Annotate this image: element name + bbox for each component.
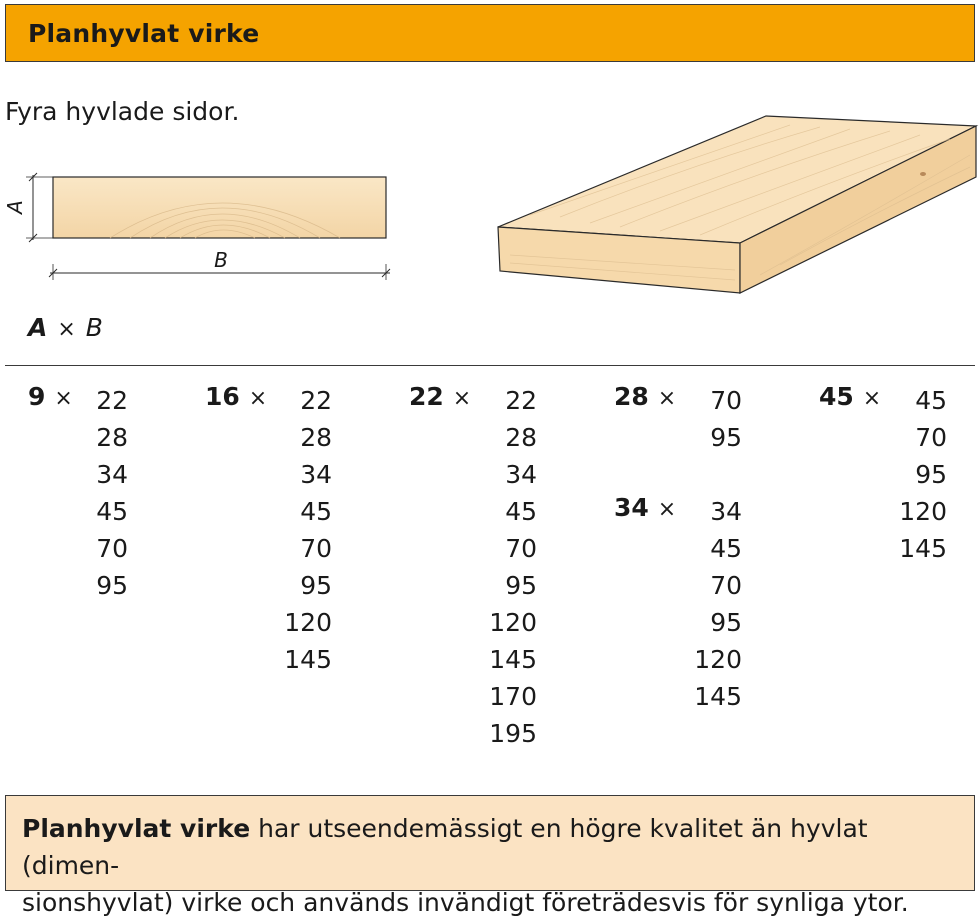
dimension-formula <box>28 313 103 342</box>
width-list <box>205 382 332 678</box>
width-value: 95 <box>915 460 947 489</box>
width-value: 120 <box>489 608 537 637</box>
note-text: har utseendemässigt en högre kvalitet än hyvlat (dimen- <box>22 814 868 880</box>
width-value: 95 <box>505 571 537 600</box>
dimension-column-22 <box>409 382 537 752</box>
title-bar <box>5 4 975 62</box>
thickness-label: 45 × <box>819 382 882 411</box>
width-value: 120 <box>694 645 742 674</box>
formula-b: B <box>85 313 103 342</box>
divider <box>5 365 975 366</box>
width-value: 28 <box>505 423 537 452</box>
width-value: 70 <box>96 534 128 563</box>
width-value: 70 <box>710 571 742 600</box>
width-value: 34 <box>300 460 332 489</box>
dimension-group <box>205 382 332 678</box>
width-value: 45 <box>505 497 537 526</box>
cross-section-diagram <box>0 160 420 290</box>
width-value: 34 <box>96 460 128 489</box>
thickness-label: 28 × <box>614 382 677 411</box>
label-a: A <box>3 200 27 214</box>
thickness-label: 34 × <box>614 493 677 522</box>
width-value: 120 <box>899 497 947 526</box>
width-value: 34 <box>505 460 537 489</box>
formula-a: A <box>28 313 48 342</box>
board-illustration <box>490 105 980 300</box>
width-value: 70 <box>710 386 742 415</box>
width-value: 195 <box>489 719 537 748</box>
info-note <box>5 795 975 917</box>
thickness-label: 16 × <box>205 382 268 411</box>
formula-times: × <box>57 317 76 342</box>
width-value: 45 <box>710 534 742 563</box>
dimension-column-28-34 <box>614 382 742 715</box>
width-value: 22 <box>96 386 128 415</box>
dimension-group <box>28 382 128 604</box>
width-value: 95 <box>96 571 128 600</box>
width-value: 145 <box>284 645 332 674</box>
width-value: 34 <box>710 497 742 526</box>
width-value: 70 <box>505 534 537 563</box>
width-list <box>28 382 128 604</box>
width-list <box>614 493 742 715</box>
width-value: 145 <box>899 534 947 563</box>
dimension-group <box>614 493 742 715</box>
width-value: 145 <box>489 645 537 674</box>
dimension-group <box>819 382 947 567</box>
page-title: Planhyvlat virke <box>28 19 260 48</box>
width-value: 95 <box>300 571 332 600</box>
width-value: 22 <box>300 386 332 415</box>
label-b: B <box>214 248 228 272</box>
thickness-label: 22 × <box>409 382 472 411</box>
width-list <box>409 382 537 752</box>
width-value: 45 <box>96 497 128 526</box>
thickness-label: 9 × <box>28 382 73 411</box>
width-value: 120 <box>284 608 332 637</box>
width-value: 45 <box>915 386 947 415</box>
width-value: 145 <box>694 682 742 711</box>
width-value: 70 <box>915 423 947 452</box>
width-value: 22 <box>505 386 537 415</box>
width-value: 95 <box>710 608 742 637</box>
width-value: 95 <box>710 423 742 452</box>
board-end-grain <box>53 177 386 238</box>
note-text-2: sionshyvlat) virke och används invändigt företrädesvis för synliga ytor. <box>22 888 909 917</box>
dimension-group <box>409 382 537 752</box>
dimension-group <box>614 382 742 493</box>
note-bold: Planhyvlat virke <box>22 814 251 843</box>
width-value: 45 <box>300 497 332 526</box>
width-value: 70 <box>300 534 332 563</box>
width-value: 28 <box>96 423 128 452</box>
width-value: 28 <box>300 423 332 452</box>
dimension-column-9 <box>28 382 128 604</box>
subtitle: Fyra hyvlade sidor. <box>5 97 240 126</box>
width-value: 170 <box>489 682 537 711</box>
dimension-column-16 <box>205 382 332 678</box>
dimension-column-45 <box>819 382 947 567</box>
